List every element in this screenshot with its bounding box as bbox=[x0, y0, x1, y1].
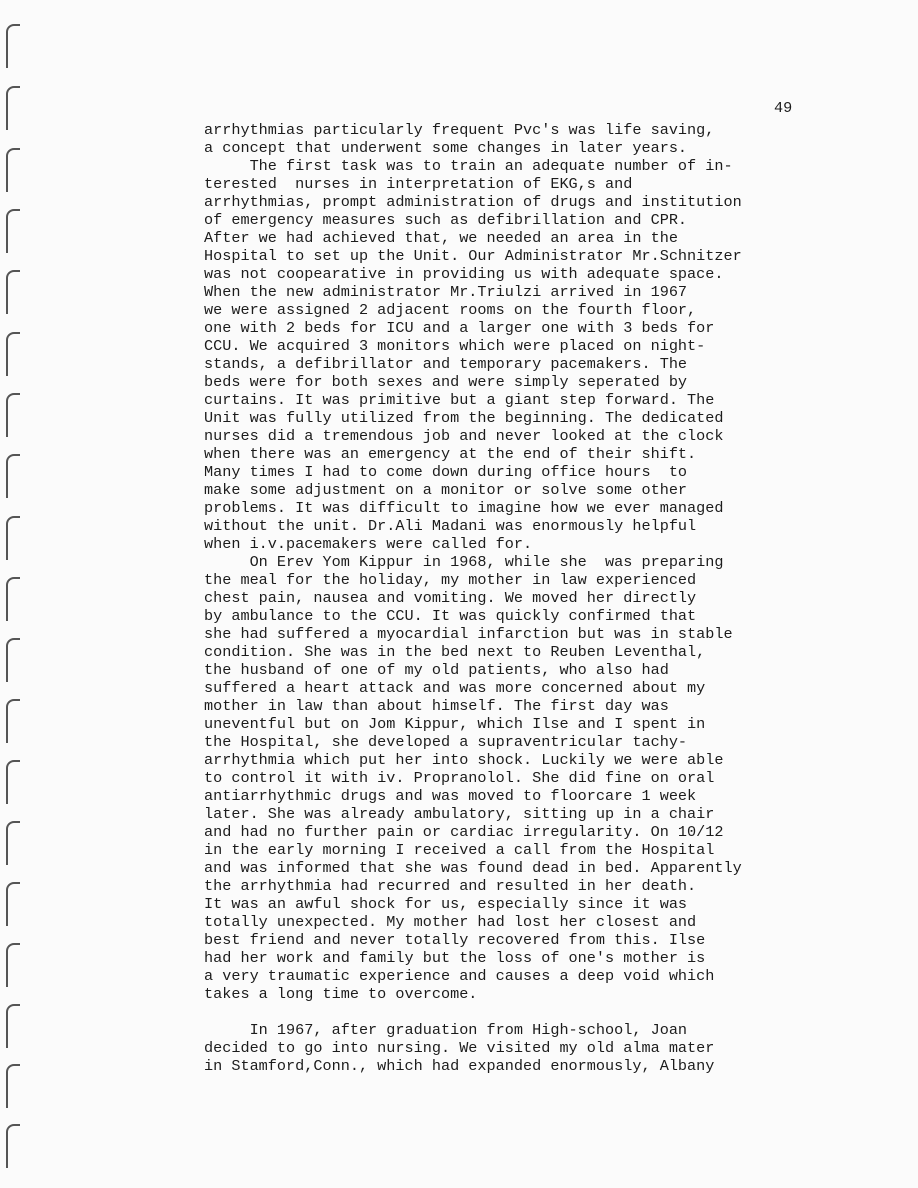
text-line: On Erev Yom Kippur in 1968, while she was preparing bbox=[204, 553, 724, 571]
binding-hole bbox=[6, 454, 20, 498]
text-line: when there was an emergency at the end of their shift. bbox=[204, 445, 697, 463]
binding-hole bbox=[6, 148, 20, 192]
page-number: 49 bbox=[774, 99, 793, 117]
binding-hole bbox=[6, 699, 20, 743]
text-line: she had suffered a myocardial infarction but was in stable bbox=[204, 625, 733, 643]
text-line: uneventful but on Jom Kippur, which Ilse and I spent in bbox=[204, 715, 706, 733]
text-line: in Stamford,Conn., which had expanded enormously, Albany bbox=[204, 1057, 715, 1075]
text-line: CCU. We acquired 3 monitors which were placed on night- bbox=[204, 337, 706, 355]
text-line: the husband of one of my old patients, who also had bbox=[204, 661, 669, 679]
text-line: arrhythmia which put her into shock. Luckily we were able bbox=[204, 751, 724, 769]
binding-hole bbox=[6, 1004, 20, 1048]
text-line: suffered a heart attack and was more concerned about my bbox=[204, 679, 706, 697]
text-line: The first task was to train an adequate number of in- bbox=[204, 157, 733, 175]
binding-hole bbox=[6, 821, 20, 865]
text-line: beds were for both sexes and were simply seperated by bbox=[204, 373, 688, 391]
binding-hole bbox=[6, 1064, 20, 1108]
text-line: when i.v.pacemakers were called for. bbox=[204, 535, 533, 553]
text-line: Many times I had to come down during office hours to bbox=[204, 463, 688, 481]
binding-hole bbox=[6, 760, 20, 804]
text-line: to control it with iv. Propranolol. She did fine on oral bbox=[204, 769, 715, 787]
text-line: and was informed that she was found dead in bed. Apparently bbox=[204, 859, 742, 877]
text-line: After we had achieved that, we needed an area in the bbox=[204, 229, 678, 247]
text-line: was not coopearative in providing us with adequate space. bbox=[204, 265, 724, 283]
binding-hole bbox=[6, 86, 20, 130]
text-line: problems. It was difficult to imagine how we ever managed bbox=[204, 499, 724, 517]
binding-hole bbox=[6, 209, 20, 253]
text-line: Hospital to set up the Unit. Our Administrator Mr.Schnitzer bbox=[204, 247, 742, 265]
text-line: nurses did a tremendous job and never looked at the clock bbox=[204, 427, 724, 445]
text-line: one with 2 beds for ICU and a larger one with 3 beds for bbox=[204, 319, 715, 337]
text-line: It was an awful shock for us, especially since it was bbox=[204, 895, 688, 913]
text-line: curtains. It was primitive but a giant step forward. The bbox=[204, 391, 715, 409]
text-line: and had no further pain or cardiac irregularity. On 10/12 bbox=[204, 823, 724, 841]
text-line: arrhythmias particularly frequent Pvc's was life saving, bbox=[204, 121, 715, 139]
text-line: the arrhythmia had recurred and resulted in her death. bbox=[204, 877, 697, 895]
text-line: make some adjustment on a monitor or solve some other bbox=[204, 481, 688, 499]
text-line: we were assigned 2 adjacent rooms on the fourth floor, bbox=[204, 301, 697, 319]
text-line: When the new administrator Mr.Triulzi arrived in 1967 bbox=[204, 283, 688, 301]
text-line: stands, a defibrillator and temporary pacemakers. The bbox=[204, 355, 688, 373]
text-line: a concept that underwent some changes in later years. bbox=[204, 139, 688, 157]
binding-hole bbox=[6, 516, 20, 560]
binding-hole bbox=[6, 577, 20, 621]
text-line: the meal for the holiday, my mother in law experienced bbox=[204, 571, 697, 589]
binding-hole bbox=[6, 332, 20, 376]
text-line: condition. She was in the bed next to Reuben Leventhal, bbox=[204, 643, 706, 661]
text-line: arrhythmias, prompt administration of drugs and institution bbox=[204, 193, 742, 211]
text-line: in the early morning I received a call from the Hospital bbox=[204, 841, 715, 859]
text-line: best friend and never totally recovered from this. Ilse bbox=[204, 931, 706, 949]
binding-hole bbox=[6, 943, 20, 987]
binding-hole bbox=[6, 1124, 20, 1168]
text-line: chest pain, nausea and vomiting. We moved her directly bbox=[204, 589, 697, 607]
text-line: by ambulance to the CCU. It was quickly confirmed that bbox=[204, 607, 697, 625]
text-line: terested nurses in interpretation of EKG,s and bbox=[204, 175, 633, 193]
text-line: decided to go into nursing. We visited my old alma mater bbox=[204, 1039, 715, 1057]
text-line: the Hospital, she developed a supraventricular tachy- bbox=[204, 733, 688, 751]
text-line: In 1967, after graduation from High-school, Joan bbox=[204, 1021, 688, 1039]
text-line: later. She was already ambulatory, sitting up in a chair bbox=[204, 805, 715, 823]
binding-hole bbox=[6, 270, 20, 314]
binding-hole bbox=[6, 638, 20, 682]
text-line: mother in law than about himself. The first day was bbox=[204, 697, 669, 715]
text-line: a very traumatic experience and causes a deep void which bbox=[204, 967, 715, 985]
text-line: had her work and family but the loss of one's mother is bbox=[204, 949, 706, 967]
binding-hole bbox=[6, 24, 20, 68]
text-line: of emergency measures such as defibrillation and CPR. bbox=[204, 211, 688, 229]
binding-hole bbox=[6, 882, 20, 926]
binding-hole bbox=[6, 393, 20, 437]
text-line: Unit was fully utilized from the beginning. The dedicated bbox=[204, 409, 724, 427]
text-line: totally unexpected. My mother had lost her closest and bbox=[204, 913, 697, 931]
spiral-binding bbox=[6, 0, 26, 1188]
text-line: takes a long time to overcome. bbox=[204, 985, 478, 1003]
text-line: antiarrhythmic drugs and was moved to floorcare 1 week bbox=[204, 787, 697, 805]
text-line: without the unit. Dr.Ali Madani was enormously helpful bbox=[204, 517, 697, 535]
